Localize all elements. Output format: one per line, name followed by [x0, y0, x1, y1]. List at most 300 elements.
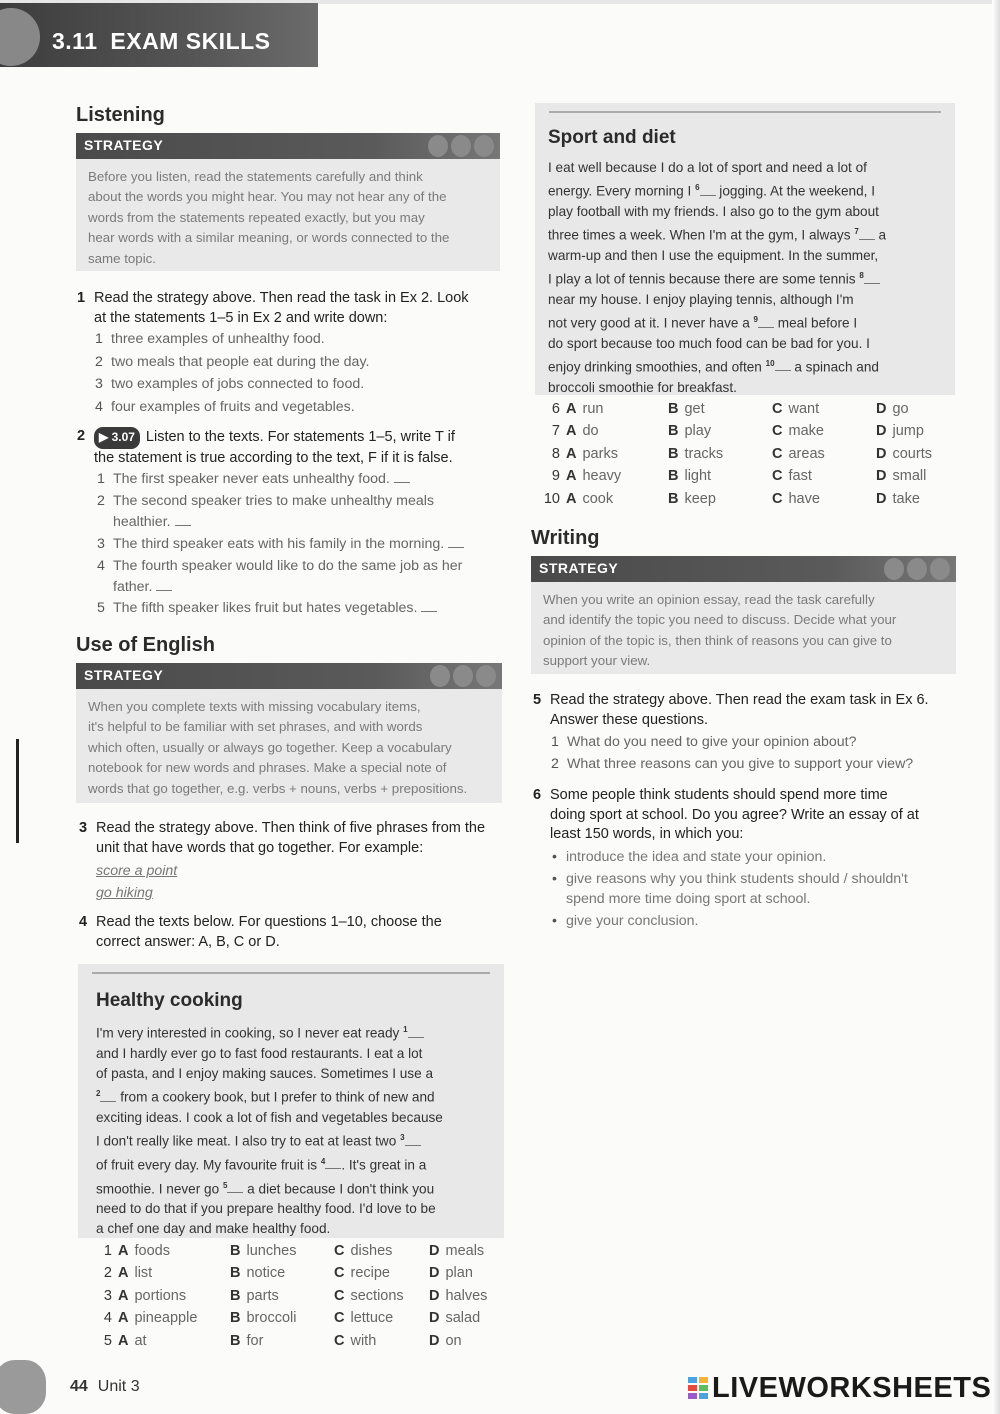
item-text: The third speaker eats with his family in the morning. — [113, 536, 445, 552]
section-title: EXAM SKILLS — [110, 28, 271, 54]
writing-strategy-bar — [531, 556, 956, 582]
option-text: want — [788, 401, 820, 417]
option-letter: D — [876, 490, 887, 507]
option-letter: A — [566, 445, 577, 462]
list-item — [95, 329, 511, 350]
option-d[interactable] — [876, 401, 946, 423]
option-question-number: 4 — [103, 1310, 112, 1327]
text-segment: . It's great in a — [341, 1157, 427, 1173]
option-text: salad — [445, 1310, 481, 1327]
strategy-label: STRATEGY — [539, 560, 619, 576]
gap-number: 10 — [765, 358, 775, 368]
text-line — [548, 266, 948, 290]
option-c[interactable] — [772, 446, 876, 468]
text-line — [96, 1219, 496, 1239]
question-text: doing sport at school. Do you agree? Write an essay of at — [550, 806, 919, 823]
text-segment: of pasta, and I enjoy making sauces. Sometimes I use a — [96, 1065, 434, 1081]
option-letter: C — [772, 423, 783, 440]
option-text: plan — [445, 1265, 473, 1282]
use-of-english-heading: Use of English — [76, 634, 215, 656]
option-row — [90, 1243, 499, 1265]
option-letter: D — [876, 423, 887, 440]
text-line — [548, 222, 948, 246]
question-text: Read the strategy above. Then read the task in Ex 2. Look — [94, 290, 469, 306]
sport-and-diet-options — [536, 401, 946, 513]
answer-blank[interactable] — [421, 601, 437, 612]
gap-number: 1 — [403, 1025, 408, 1034]
text-segment: play football with my friends. I also go to the gym about — [548, 203, 879, 219]
item-text: The fifth speaker likes fruit but hates vegetables. — [113, 600, 418, 616]
listening-heading: Listening — [76, 104, 165, 126]
option-d[interactable] — [429, 1310, 499, 1332]
option-letter: B — [668, 423, 679, 440]
option-question-number: 3 — [103, 1287, 112, 1304]
option-b[interactable] — [230, 1333, 334, 1355]
strategy-line: When you write an opinion essay, read the task carefully — [543, 592, 875, 607]
question-text: the statement is true according to the text, F if it is false. — [94, 449, 453, 466]
option-text: on — [445, 1332, 462, 1349]
option-letter: C — [772, 401, 783, 417]
text-segment: a diet because I don't think you — [243, 1181, 435, 1197]
option-text: take — [892, 490, 920, 507]
liveworksheets-logo[interactable] — [688, 1372, 991, 1405]
question-number: 4 — [79, 914, 88, 930]
gap-blank[interactable] — [758, 317, 774, 328]
text-line — [548, 378, 948, 398]
option-question-number: 6 — [551, 401, 560, 417]
item-text: What three reasons can you give to support your view? — [567, 756, 914, 773]
option-d[interactable] — [429, 1243, 499, 1265]
option-text: lunches — [246, 1243, 297, 1259]
item-number: 2 — [97, 493, 105, 509]
strategy-line: opinion of the topic is, then think of reasons you can give to — [543, 632, 892, 648]
option-text: tracks — [684, 445, 724, 462]
option-text: run — [582, 401, 604, 417]
option-letter: B — [668, 445, 679, 462]
healthy-cooking-options — [90, 1243, 499, 1355]
gap-blank[interactable] — [859, 229, 875, 240]
item-number: 1 — [95, 331, 103, 347]
text-line — [96, 1020, 496, 1044]
item-number: 3 — [95, 376, 103, 393]
question-text: Read the texts below. For questions 1–10, choose the — [96, 914, 442, 930]
gap-number: 7 — [854, 227, 859, 237]
option-question-number: 7 — [551, 423, 560, 440]
strategy-line: which often, usually or always go together. Keep a vocabulary — [88, 739, 452, 755]
healthy-cooking-text — [96, 1020, 496, 1240]
example-phrases — [96, 860, 177, 904]
option-letter: D — [429, 1265, 440, 1282]
strategy-decoration — [881, 558, 950, 585]
option-a[interactable] — [118, 1310, 230, 1332]
option-letter: C — [772, 490, 783, 507]
option-c[interactable] — [334, 1310, 429, 1332]
text-line — [96, 1128, 496, 1152]
gap-blank[interactable] — [700, 185, 716, 196]
text-segment: I'm very interested in cooking, so I never eat ready — [96, 1025, 404, 1041]
gap-number: 8 — [859, 271, 864, 281]
divider — [92, 972, 490, 974]
option-letter: C — [334, 1265, 345, 1282]
option-d[interactable] — [876, 491, 946, 513]
text-segment: I don't really like meat. I also try to eat at least two — [96, 1133, 401, 1149]
option-c[interactable] — [334, 1288, 429, 1310]
option-text: light — [684, 468, 712, 485]
answer-blank[interactable] — [156, 580, 172, 591]
option-a[interactable] — [118, 1288, 230, 1310]
option-row — [90, 1333, 499, 1355]
text-segment: a — [874, 227, 887, 243]
option-text: sections — [350, 1287, 404, 1304]
option-text: get — [684, 401, 705, 417]
option-letter: B — [230, 1332, 241, 1349]
statement-item — [97, 534, 513, 555]
option-letter: A — [566, 468, 577, 485]
page-number: 44 — [70, 1378, 88, 1395]
bullet-item — [552, 869, 956, 909]
unit-label: Unit 3 — [97, 1378, 140, 1395]
listening-strategy-box — [76, 159, 500, 271]
statement-item — [97, 469, 513, 490]
option-text: heavy — [582, 468, 622, 485]
option-row — [536, 423, 946, 445]
question-text: at the statements 1–5 in Ex 2 and write down: — [94, 309, 388, 326]
strategy-decoration — [427, 665, 496, 692]
option-text: courts — [892, 445, 932, 462]
text-line — [96, 1199, 496, 1219]
option-text: parts — [246, 1287, 279, 1304]
question-number: 2 — [77, 428, 86, 444]
item-number: 1 — [551, 734, 559, 750]
text-line — [96, 1108, 496, 1128]
option-text: at — [134, 1332, 147, 1349]
text-line — [96, 1152, 496, 1176]
option-b[interactable] — [668, 468, 772, 490]
text-segment: I eat well because I do a lot of sport and need a lot of — [548, 160, 867, 175]
option-letter: A — [566, 423, 577, 440]
option-text: broccoli — [246, 1310, 297, 1327]
uoe-strategy-bar — [76, 663, 502, 689]
option-letter: A — [118, 1243, 129, 1259]
sport-and-diet-title: Sport and diet — [548, 127, 676, 148]
option-c[interactable] — [772, 468, 876, 490]
option-d[interactable] — [876, 446, 946, 468]
option-b[interactable] — [668, 446, 772, 468]
option-c[interactable] — [334, 1265, 429, 1287]
question-text: Listen to the texts. For statements 1–5, write T if — [145, 429, 455, 445]
option-letter: D — [876, 468, 887, 485]
option-text: make — [788, 423, 824, 440]
text-segment: not very good at it. I never have a — [548, 315, 754, 331]
option-letter: B — [230, 1287, 241, 1304]
strategy-line: support your view. — [543, 653, 651, 669]
bullet-icon: • — [552, 849, 557, 865]
option-a[interactable] — [118, 1333, 230, 1355]
item-number: 3 — [97, 536, 105, 552]
gap-blank[interactable] — [408, 1027, 424, 1038]
healthy-cooking-title: Healthy cooking — [96, 990, 243, 1011]
gap-blank[interactable] — [405, 1135, 421, 1146]
option-letter: C — [772, 445, 783, 462]
option-text: play — [684, 423, 712, 440]
audio-track-icon[interactable]: ▶ 3.07 — [94, 427, 140, 449]
option-question-number: 1 — [103, 1243, 112, 1259]
option-letter: B — [230, 1243, 241, 1259]
option-b[interactable] — [230, 1288, 334, 1310]
strategy-line: about the words you might hear. You may not hear any of the — [88, 189, 447, 205]
option-letter: D — [876, 401, 887, 417]
gap-blank[interactable] — [227, 1182, 243, 1193]
writing-heading: Writing — [531, 527, 600, 549]
option-c[interactable] — [334, 1333, 429, 1355]
option-row — [536, 468, 946, 490]
option-row — [536, 491, 946, 513]
item-number: 1 — [97, 471, 105, 487]
option-question-number: 9 — [551, 468, 560, 485]
option-a[interactable] — [566, 491, 668, 513]
writing-strategy-box — [531, 582, 956, 674]
option-b[interactable] — [230, 1310, 334, 1332]
text-line — [548, 246, 948, 266]
option-text: keep — [684, 490, 716, 507]
option-text: fast — [788, 468, 812, 485]
option-text: cook — [582, 490, 614, 507]
bullet-icon: • — [552, 871, 557, 887]
margin-line — [16, 739, 19, 843]
question-text: Some people think students should spend more time — [550, 787, 888, 803]
question-text: unit that have words that go together. For example: — [96, 839, 424, 856]
option-b[interactable] — [668, 401, 772, 423]
question-3 — [79, 819, 506, 858]
option-text: have — [788, 490, 820, 507]
option-d[interactable] — [876, 468, 946, 490]
text-segment: jogging. At the weekend, I — [715, 183, 875, 199]
question-text: Answer these questions. — [550, 711, 708, 728]
text-segment: and I hardly ever go to fast food restaurants. I eat a lot — [96, 1045, 423, 1061]
list-item — [551, 732, 967, 753]
statement-item — [97, 491, 513, 533]
option-question-number: 10 — [543, 490, 560, 507]
text-line — [548, 202, 948, 222]
list-item — [95, 374, 511, 395]
item-text: The first speaker never eats unhealthy food. — [113, 471, 390, 487]
audio-track-label: 3.07 — [111, 430, 135, 444]
option-b[interactable] — [230, 1265, 334, 1287]
option-text: notice — [246, 1265, 286, 1282]
uoe-strategy-box — [76, 689, 502, 803]
item-text: three examples of unhealthy food. — [111, 331, 325, 347]
statement-item — [97, 598, 513, 619]
option-text: parks — [582, 445, 618, 462]
gap-blank[interactable] — [325, 1158, 341, 1169]
item-text: What do you need to give your opinion about? — [567, 734, 857, 750]
strategy-line: When you complete texts with missing vocabulary items, — [88, 699, 421, 714]
option-letter: C — [334, 1287, 345, 1304]
option-letter: D — [429, 1332, 440, 1349]
option-row — [90, 1288, 499, 1310]
strategy-line: notebook for new words and phrases. Make a special note of — [88, 760, 447, 776]
option-letter: D — [429, 1243, 440, 1259]
bullet-text: spend more time doing sport at school. — [566, 891, 811, 907]
gap-blank[interactable] — [864, 273, 880, 284]
question-number: 5 — [533, 692, 542, 708]
option-letter: A — [118, 1287, 129, 1304]
option-question-number: 2 — [103, 1265, 112, 1282]
gap-number: 2 — [96, 1089, 101, 1099]
option-a[interactable] — [118, 1243, 230, 1265]
option-letter: B — [668, 490, 679, 507]
section-number: 3.11 — [52, 28, 98, 54]
text-segment: need to do that if you prepare healthy food. I'd love to be — [96, 1201, 436, 1217]
option-text: with — [350, 1332, 377, 1349]
option-c[interactable] — [772, 401, 876, 423]
option-text: jump — [892, 423, 924, 440]
question-5 — [533, 691, 960, 730]
item-text: father. — [113, 579, 153, 595]
list-item — [95, 352, 511, 373]
option-letter: C — [772, 468, 783, 485]
answer-blank[interactable] — [448, 537, 464, 548]
question-text: least 150 words, in which you: — [550, 826, 744, 842]
text-segment: meal before I — [774, 315, 858, 331]
page-title — [52, 28, 271, 55]
strategy-line: words that go together, e.g. verbs + nouns, verbs + prepositions. — [88, 780, 468, 796]
option-b[interactable] — [668, 423, 772, 445]
option-letter: C — [334, 1243, 345, 1259]
option-letter: A — [118, 1332, 129, 1349]
item-number: 2 — [551, 756, 559, 773]
text-line — [96, 1084, 496, 1108]
text-segment: three times a week. When I'm at the gym, I always — [548, 227, 855, 243]
option-d[interactable] — [876, 423, 946, 445]
strategy-line: same topic. — [88, 250, 156, 266]
text-line — [548, 310, 948, 334]
option-letter: D — [876, 445, 887, 462]
option-b[interactable] — [230, 1243, 334, 1265]
strategy-line: and identify the topic you need to discuss. Decide what your — [543, 612, 897, 628]
gap-number: 5 — [222, 1180, 228, 1190]
option-letter: C — [334, 1310, 345, 1327]
option-text: for — [246, 1332, 264, 1349]
item-number: 2 — [95, 353, 103, 370]
answer-blank[interactable] — [175, 515, 191, 526]
item-number: 4 — [95, 398, 103, 415]
logo-icon — [688, 1377, 708, 1399]
item-number: 5 — [97, 600, 105, 616]
listening-strategy-bar — [76, 133, 500, 159]
text-segment: broccoli smoothie for breakfast. — [548, 379, 737, 395]
text-segment: smoothie. I never go — [96, 1181, 223, 1197]
text-line — [548, 334, 948, 354]
strategy-line: Before you listen, read the statements carefully and think — [88, 169, 423, 184]
item-text: healthier. — [113, 514, 171, 530]
answer-blank[interactable] — [394, 472, 410, 483]
option-text: portions — [134, 1287, 187, 1304]
question-number: 6 — [533, 787, 542, 803]
item-text: two meals that people eat during the day. — [111, 353, 370, 370]
option-a[interactable] — [566, 446, 668, 468]
option-text: do — [582, 423, 599, 440]
divider — [549, 111, 941, 113]
page-edge — [992, 0, 1000, 1414]
option-text: halves — [445, 1287, 488, 1304]
option-text: pineapple — [134, 1310, 198, 1327]
question-6 — [533, 786, 960, 845]
option-c[interactable] — [334, 1243, 429, 1265]
option-question-number: 5 — [103, 1332, 112, 1349]
bullet-text: introduce the idea and state your opinion. — [566, 849, 827, 865]
text-segment: I play a lot of tennis because there are some tennis — [548, 271, 860, 287]
option-a[interactable] — [566, 401, 668, 423]
example-phrase: go hiking — [96, 885, 153, 901]
text-segment: a chef one day and make healthy food. — [96, 1221, 331, 1237]
option-letter: B — [668, 468, 679, 485]
option-b[interactable] — [668, 491, 772, 513]
option-row — [90, 1265, 499, 1287]
option-d[interactable] — [429, 1333, 499, 1355]
list-item — [551, 754, 967, 775]
option-a[interactable] — [566, 468, 668, 490]
logo-text: LIVEWORKSHEETS — [712, 1372, 992, 1404]
text-segment: from a cookery book, but I prefer to think of new and — [116, 1089, 435, 1105]
item-number: 4 — [97, 558, 105, 574]
strategy-line: it's helpful to be familiar with set phrases, and with words — [88, 719, 423, 735]
option-letter: A — [566, 490, 577, 507]
option-text: dishes — [350, 1243, 393, 1259]
option-d[interactable] — [429, 1288, 499, 1310]
strategy-line: words from the statements repeated exactly, but you may — [88, 209, 425, 225]
text-segment: near my house. I enjoy playing tennis, although I'm — [548, 291, 854, 307]
gap-number: 3 — [400, 1133, 405, 1143]
option-letter: B — [668, 401, 679, 417]
question-1 — [77, 289, 504, 328]
list-item — [95, 397, 511, 418]
item-text: two examples of jobs connected to food. — [111, 376, 365, 393]
option-text: small — [892, 468, 927, 485]
footer-decoration — [0, 1360, 46, 1414]
option-c[interactable] — [772, 491, 876, 513]
option-text: go — [892, 401, 909, 417]
option-d[interactable] — [429, 1265, 499, 1287]
item-text: The fourth speaker would like to do the same job as her — [113, 558, 463, 574]
text-segment: do sport because too much food can be bad for you. I — [548, 335, 870, 351]
text-segment: exciting ideas. I cook a lot of fish and vegetables because — [96, 1109, 443, 1125]
option-c[interactable] — [772, 423, 876, 445]
option-letter: A — [566, 401, 577, 417]
gap-blank[interactable] — [775, 360, 791, 371]
bullet-item — [552, 911, 956, 931]
option-a[interactable] — [118, 1265, 230, 1287]
gap-blank[interactable] — [100, 1091, 116, 1102]
item-text: The second speaker tries to make unhealthy meals — [113, 493, 434, 509]
bullet-text: give reasons why you think students should / shouldn't — [566, 871, 908, 887]
option-row — [90, 1310, 499, 1332]
gap-number: 9 — [753, 315, 758, 325]
option-text: areas — [788, 445, 825, 462]
strategy-decoration — [425, 135, 494, 162]
option-text: list — [134, 1265, 153, 1282]
page-footer — [70, 1378, 140, 1396]
statement-item — [97, 556, 513, 598]
question-4 — [79, 913, 506, 952]
item-text: four examples of fruits and vegetables. — [111, 398, 355, 415]
option-text: foods — [134, 1243, 170, 1259]
option-a[interactable] — [566, 423, 668, 445]
example-phrase: score a point — [96, 863, 178, 879]
bullet-item — [552, 847, 956, 867]
healthy-cooking-box — [78, 964, 504, 1238]
gap-number: 6 — [695, 183, 700, 193]
